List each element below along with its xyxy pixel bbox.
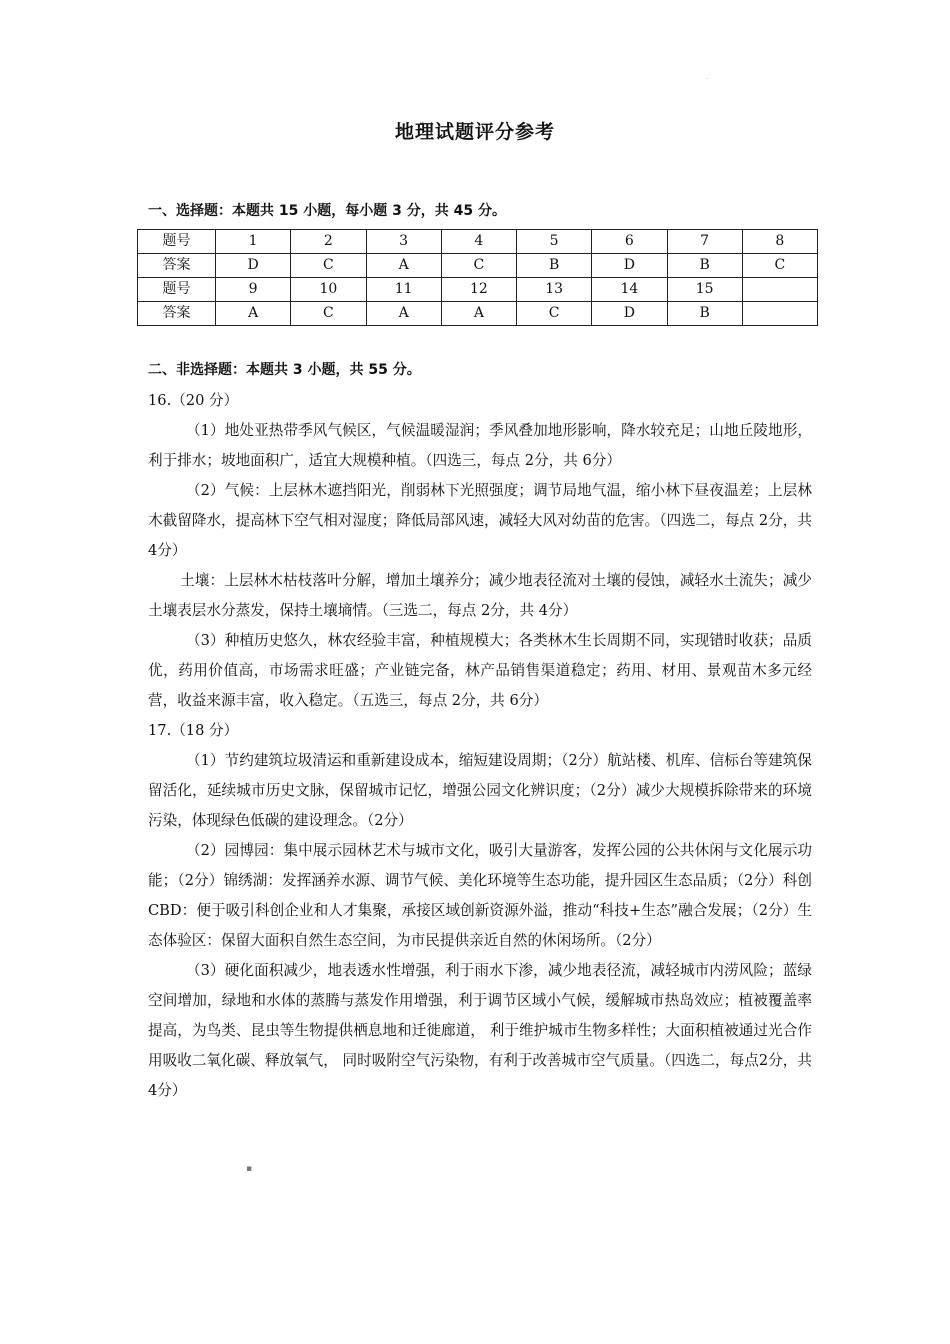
table-cell: 2 (291, 230, 366, 254)
page-title: 地理试题评分参考 (394, 121, 555, 143)
row-label: 题号 (138, 230, 216, 254)
table-cell: B (517, 254, 592, 278)
table-cell (742, 278, 817, 302)
table-cell: C (291, 302, 366, 326)
stray-dot: · (706, 76, 708, 83)
table-cell: B (667, 254, 742, 278)
table-cell: 3 (366, 230, 441, 254)
table-cell: 6 (592, 230, 667, 254)
table-cell: 13 (517, 278, 592, 302)
section-2-heading: 二、非选择题：本题共 3 小题，共 55 分。 (148, 362, 421, 378)
q16-part2: （2）气候：上层林木遮挡阳光，削弱林下光照强度；调节局地气温，缩小林下昼夜温差；上层林木截留降水，提高林下空气相对湿度；降低局部风速，减轻大风对幼苗的危害。（四选二，每点 2分，共 4分） (148, 482, 812, 559)
table-cell: 5 (517, 230, 592, 254)
table-cell: 8 (742, 230, 817, 254)
table-cell: 10 (291, 278, 366, 302)
table-cell: 14 (592, 278, 667, 302)
table-cell: 11 (366, 278, 441, 302)
table-cell: A (366, 302, 441, 326)
table-cell: 12 (441, 278, 516, 302)
table-cell (742, 302, 817, 326)
q17-part1: （1）节约建筑垃圾清运和重新建设成本，缩短建设周期；（2分）航站楼、机库、信标台等建筑保留活化，延续城市历史文脉，保留城市记忆，增强公园文化辨识度；（2分）减少大规模拆除带来的环境污染，体现绿色低碳的建设理念。（2分） (148, 752, 812, 829)
table-row (138, 254, 818, 278)
table-cell: 15 (667, 278, 742, 302)
q16-part3: （3）种植历史悠久，林农经验丰富，种植规模大；各类林木生长周期不同，实现错时收获；品质优，药用价值高，市场需求旺盛；产业链完备，林产品销售渠道稳定；药用、材用、景观苗木多元经营，收益来源丰富，收入稳定。（五选三，每点 2分，共 6分） (148, 632, 812, 709)
table-cell: C (291, 254, 366, 278)
q16-part2-soil: 土壤：上层林木枯枝落叶分解，增加土壤养分；减少地表径流对土壤的侵蚀，减轻水土流失；减少土壤表层水分蒸发，保持土壤墒情。（三选二，每点 2分，共 4分） (148, 572, 812, 619)
table-cell: A (366, 254, 441, 278)
q16-part1: （1）地处亚热带季风气候区，气候温暖湿润；季风叠加地形影响，降水较充足；山地丘陵地形，利于排水；坡地面积广，适宜大规模种植。（四选三，每点 2分，共 6分） (148, 422, 812, 469)
table-cell: C (742, 254, 817, 278)
answers-text (148, 386, 812, 1106)
row-label: 题号 (138, 278, 216, 302)
q17-part2: （2）园博园：集中展示园林艺术与城市文化，吸引大量游客，发挥公园的公共休闲与文化展示功能；（2分）锦绣湖：发挥涵养水源、调节气候、美化环境等生态功能，提升园区生态品质；（2分）科创 CBD：便于吸引科创企业和人才集聚，承接区域创新资源外溢，推动“科技+生态”融合发展；（2分）生态体验区：保留大面积自然生态空间，为市民提供亲近自然的休闲场所。（2分） (148, 842, 812, 949)
table-cell: D (592, 302, 667, 326)
q17-part3: （3）硬化面积减少，地表透水性增强，利于雨水下渗，减少地表径流，减轻城市内涝风险；蓝绿空间增加，绿地和水体的蒸腾与蒸发作用增强，利于调节区域小气候，缓解城市热岛效应；植被覆盖率提高，为鸟类、昆虫等生物提供栖息地和迁徙廊道， 利于维护城市生物多样性；大面积植被通过光合作用吸收二氧化碳、释放氧气， 同时吸附空气污染物，有利于改善城市空气质量。（四选二，每点2分，共 4分） (148, 962, 812, 1099)
table-cell: D (592, 254, 667, 278)
table-cell: C (517, 302, 592, 326)
table-row (138, 302, 818, 326)
table-cell: 4 (441, 230, 516, 254)
row-label: 答案 (138, 302, 216, 326)
section-1-heading: 一、选择题：本题共 15 小题，每小题 3 分，共 45 分。 (148, 203, 506, 219)
table-cell: 1 (216, 230, 291, 254)
row-label: 答案 (138, 254, 216, 278)
table-cell: 7 (667, 230, 742, 254)
table-cell: D (216, 254, 291, 278)
table-cell: C (441, 254, 516, 278)
table-cell: B (667, 302, 742, 326)
table-cell: A (216, 302, 291, 326)
q17-label: 17.（18 分） (148, 722, 239, 739)
stray-mark: ▪ (246, 1164, 253, 1174)
table-row (138, 230, 818, 254)
table-cell: 9 (216, 278, 291, 302)
answer-table (137, 229, 818, 326)
table-cell: A (441, 302, 516, 326)
q16-label: 16.（20 分） (148, 392, 239, 409)
table-row (138, 278, 818, 302)
